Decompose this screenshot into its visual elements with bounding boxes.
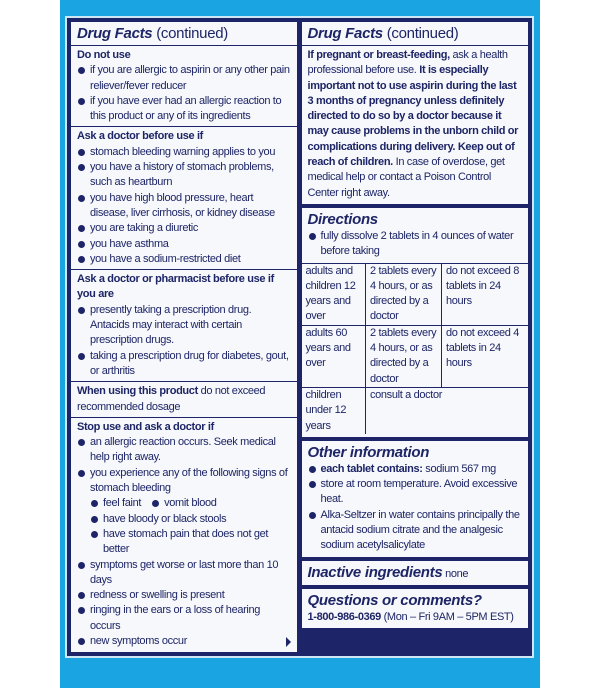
dosage-table [302, 263, 529, 434]
ask-doctor-heading: Ask a doctor before use if [77, 130, 203, 143]
table-row: children under 12 years consult a doctor [302, 387, 529, 433]
list-item: you have a history of stomach problems, such as heartburn [77, 160, 291, 191]
list-item: new symptoms occur [77, 634, 187, 649]
stop-use-heading: Stop use and ask a doctor if [77, 420, 214, 433]
do-not-use-heading: Do not use [77, 49, 131, 61]
phone-line: 1-800-986-0369 (Mon – Fri 9AM – 5PM EST) [307, 610, 514, 623]
inactive-value: none [445, 567, 469, 580]
left-title: Drug Facts (continued) [77, 25, 228, 42]
list-item: ringing in the ears or a loss of hearing occurs [77, 603, 291, 634]
list-item: an allergic reaction occurs. Seek medical help right away. [77, 435, 291, 466]
list-item: symptoms get worse or last more than 10 days [77, 558, 291, 589]
continue-arrow-icon [286, 637, 291, 647]
list-item: each tablet contains: sodium 567 mg [308, 462, 523, 477]
when-using-section: When using this product do not exceed recommended dosage [77, 385, 266, 413]
list-item: you have high blood pressure, heart disease, liver cirrhosis, or kidney disease [77, 191, 291, 222]
other-information-heading: Other information [307, 443, 430, 461]
list-item: if you are allergic to aspirin or any other pain reliever/fever reducer [77, 63, 291, 94]
list-item: store at room temperature. Avoid excessive heat. [308, 477, 523, 508]
list-item: if you have ever had an allergic reaction to this product or any of its ingredients [77, 94, 291, 125]
drug-facts-panel [65, 16, 534, 658]
list-item: redness or swelling is present [77, 588, 291, 603]
inactive-heading: Inactive ingredients [307, 563, 443, 581]
right-warnings-box [302, 22, 529, 204]
list-item: you have a sodium-restricted diet [77, 252, 291, 267]
directions-heading: Directions [307, 210, 378, 228]
inactive-ingredients-box [302, 561, 529, 585]
list-item: stomach bleeding warning applies to you [77, 145, 291, 160]
list-item: Alka-Seltzer in water contains principally the antacid sodium citrate and the analgesic sodium acetylsalicylate [308, 508, 523, 554]
questions-box [302, 589, 529, 628]
package-background [60, 0, 540, 688]
pregnancy-warning: If pregnant or breast-feeding, ask a health professional before use. It is especially important not to use aspirin during the last 3 months of pregnancy unless definitely directed to do so by a doctor because it may cause problems in the unborn child or complications during delivery. Keep out of reach of children. In case of overdose, get medical help or contact a Poison Control Center right away. [307, 49, 519, 199]
list-item: fully dissolve 2 tablets in 4 ounces of water before taking [308, 229, 523, 260]
ask-pharmacist-heading: Ask a doctor or pharmacist before use if you are [77, 273, 274, 301]
directions-box [302, 208, 529, 437]
right-title: Drug Facts (continued) [307, 25, 459, 42]
list-item: you experience any of the following signs of stomach bleeding [77, 466, 291, 497]
list-item: taking a prescription drug for diabetes, gout, or arthritis [77, 349, 291, 380]
sub-item: have bloody or black stools [90, 512, 291, 527]
list-item: you have asthma [77, 237, 291, 252]
left-column [71, 22, 297, 652]
sub-item: vomit blood [151, 496, 216, 511]
list-item: you are taking a diuretic [77, 221, 291, 236]
sub-item: feel faint [90, 496, 141, 511]
questions-heading: Questions or comments? [307, 591, 482, 609]
sub-item: have stomach pain that does not get better [90, 527, 291, 558]
table-row: adults 60 years and over 2 tablets every 4 hours, or as directed by a doctor do not exceed 4 tablets in 24 hours [302, 325, 529, 387]
table-row: adults and children 12 years and over 2 tablets every 4 hours, or as directed by a doctor do not exceed 8 tablets in 24 hours [302, 263, 529, 325]
list-item: presently taking a prescription drug. Antacids may interact with certain prescription drugs. [77, 303, 291, 349]
other-information-box [302, 441, 529, 557]
